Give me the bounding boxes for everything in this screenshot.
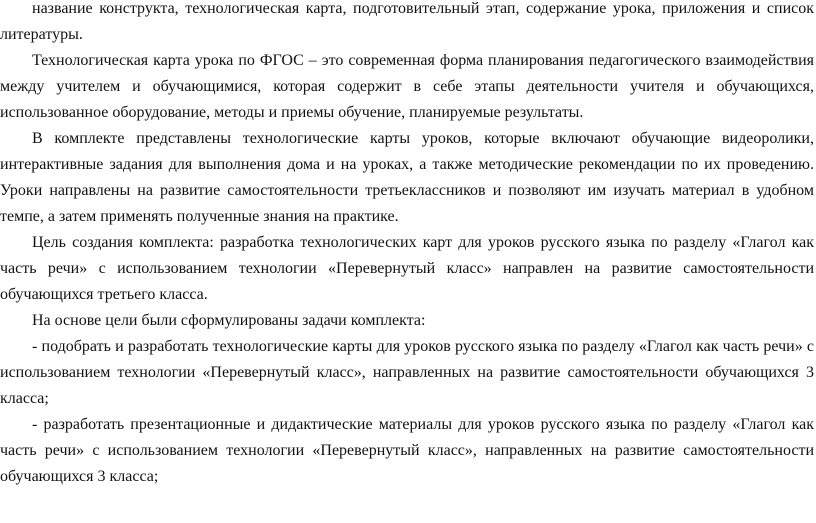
paragraph-kit-contents: В комплекте представлены технологические карты уроков, которые включают обучающие видеоролики, интерактивные задания для выполнения дома и на уроках, а также методические рекомендации по их проведению. Уроки направлены на развитие самостоятельности третьеклассников и позволяют им изучать материал в удобном темпе, а затем применять полученные знания на практике.	[0, 130, 814, 225]
paragraph-construct-list: название конструкта, технологическая карта, подготовительный этап, содержание урока, приложения и список литературы.	[0, 0, 814, 43]
paragraph-task-2: - разработать презентационные и дидактические материалы для уроков русского языка по разделу «Глагол как часть речи» с использованием технологии «Перевернутый класс», направленных на развитие самостоятельности обучающихся 3 класса;	[0, 416, 814, 485]
paragraph-task-1: - подобрать и разработать технологические карты для уроков русского языка по разделу «Глагол как часть речи» с использованием технологии «Перевернутый класс», направленных на развитие самостоятельности обучающихся 3 класса;	[0, 338, 814, 407]
paragraph-tech-card-definition: Технологическая карта урока по ФГОС – это современная форма планирования педагогического взаимодействия между учителем и обучающимися, которая содержит в себе этапы деятельности учителя и обучающихся, использованное оборудование, методы и приемы обучение, планируемые результаты.	[0, 52, 814, 121]
paragraph-kit-goal: Цель создания комплекта: разработка технологических карт для уроков русского языка по разделу «Глагол как часть речи» с использованием технологии «Перевернутый класс» направлен на развитие самостоятельности обучающихся третьего класса.	[0, 234, 814, 303]
paragraph-tasks-intro: На основе цели были сформулированы задачи комплекта:	[32, 312, 426, 329]
